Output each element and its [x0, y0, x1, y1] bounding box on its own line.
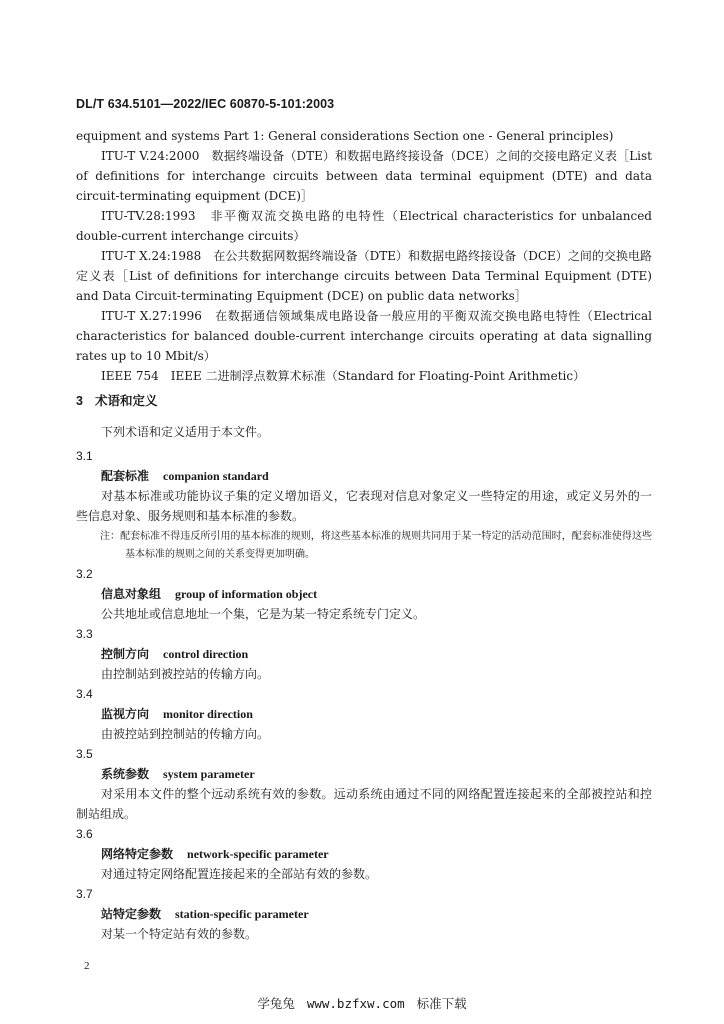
- reference-item: equipment and systems Part 1: General considerations Section one - General principles): [76, 129, 614, 143]
- section-heading: [76, 392, 652, 410]
- section-intro: 下列术语和定义适用于本文件。: [101, 425, 270, 439]
- reference-item: ITU-T X.27:1996 在数据通信领域集成电路设备一般应用的平衡双流交换电路电特性（Electrical characteristics for balanced double-current interchange circuits operating at data signalling rates up to 10 Mbit/s）: [76, 309, 652, 363]
- page-content: [76, 126, 652, 944]
- reference-item: IEEE 754 IEEE 二进制浮点数算术标准（Standard for Floating-Point Arithmetic）: [101, 369, 586, 383]
- standard-header: DL/T 634.5101—2022/IEC 60870-5-101:2003: [76, 97, 335, 111]
- term-entry: [76, 684, 652, 744]
- term-zh: 监视方向: [101, 707, 150, 721]
- term-number: 3.4: [76, 687, 93, 701]
- term-definition: 对采用本文件的整个远动系统有效的参数。远动系统由通过不同的网络配置连接起来的全部被控站和控制站组成。: [76, 787, 652, 821]
- term-en: group of information object: [175, 587, 318, 601]
- term-number: 3.1: [76, 449, 93, 463]
- term-entry: [76, 884, 652, 944]
- page-number: 2: [84, 960, 90, 972]
- term-en: network-specific parameter: [187, 847, 329, 861]
- term-number: 3.2: [76, 567, 93, 581]
- term-definition: 对基本标准或功能协议子集的定义增加语义，它表现对信息对象定义一些特定的用途，或定义另外的一些信息对象、服务规则和基本标准的参数。: [76, 489, 652, 523]
- term-heading: [76, 844, 652, 864]
- reference-item: ITU-T X.24:1988 在公共数据网数据终端设备（DTE）和数据电路终接设备（DCE）之间的交换电路定义表［List of definitions for interchange circuits between Data Terminal Equipment (DTE) and Data Circuit-terminating Equipment (DCE) on public data networks］: [76, 249, 652, 303]
- term-en: system parameter: [163, 767, 255, 781]
- term-en: station-specific parameter: [175, 907, 309, 921]
- term-definition: 由被控站到控制站的传输方向。: [101, 727, 270, 741]
- term-zh: 系统参数: [101, 767, 150, 781]
- term-heading: [76, 904, 652, 924]
- footer-url-link[interactable]: www.bzfxw.com: [306, 996, 405, 1011]
- term-entry: [76, 824, 652, 884]
- term-heading: [76, 584, 652, 604]
- term-zh: 配套标准: [101, 469, 150, 483]
- term-zh: 控制方向: [101, 647, 150, 661]
- term-definition: 对某一个特定站有效的参数。: [101, 927, 258, 941]
- term-heading: [76, 644, 652, 664]
- site-footer: [0, 994, 724, 1012]
- term-zh: 网络特定参数: [101, 847, 174, 861]
- footer-site-name: 学兔兔: [257, 996, 295, 1011]
- term-number: 3.6: [76, 827, 93, 841]
- term-number: 3.3: [76, 627, 93, 641]
- normative-references: [76, 126, 652, 386]
- term-en: control direction: [163, 647, 249, 661]
- reference-item: ITU-TV.28:1993 非平衡双流交换电路的电特性（Electrical characteristics for unbalanced double-current interchange circuits）: [76, 209, 652, 243]
- term-en: monitor direction: [163, 707, 253, 721]
- term-entry: [76, 744, 652, 824]
- term-zh: 信息对象组: [101, 587, 162, 601]
- term-en: companion standard: [163, 469, 269, 483]
- term-entry: [76, 564, 652, 624]
- term-zh: 站特定参数: [101, 907, 162, 921]
- section-title: 术语和定义: [94, 394, 158, 408]
- term-heading: [76, 764, 652, 784]
- term-heading: [76, 704, 652, 724]
- term-entry: [76, 624, 652, 684]
- section-number: 3: [76, 394, 83, 408]
- term-heading: [76, 466, 652, 486]
- reference-item: ITU-T V.24:2000 数据终端设备（DTE）和数据电路终接设备（DCE）之间的交接电路定义表［List of definitions for interchange circuits between data terminal equipment (DTE) and data circuit-terminating equipment (DCE)］: [76, 149, 652, 203]
- term-definition: 对通过特定网络配置连接起来的全部站有效的参数。: [101, 867, 378, 881]
- term-definition: 由控制站到被控站的传输方向。: [101, 667, 270, 681]
- footer-tagline: 标准下载: [416, 996, 467, 1011]
- term-note: 注：配套标准不得违反所引用的基本标准的规则，将这些基本标准的规则共同用于某一特定的活动范围时，配套标准使得这些基本标准的规则之间的关系变得更加明确。: [100, 531, 652, 560]
- term-number: 3.7: [76, 887, 93, 901]
- term-definition: 公共地址或信息地址一个集，它是为某一特定系统专门定义。: [101, 607, 426, 621]
- term-number: 3.5: [76, 747, 93, 761]
- term-entry: [76, 446, 652, 564]
